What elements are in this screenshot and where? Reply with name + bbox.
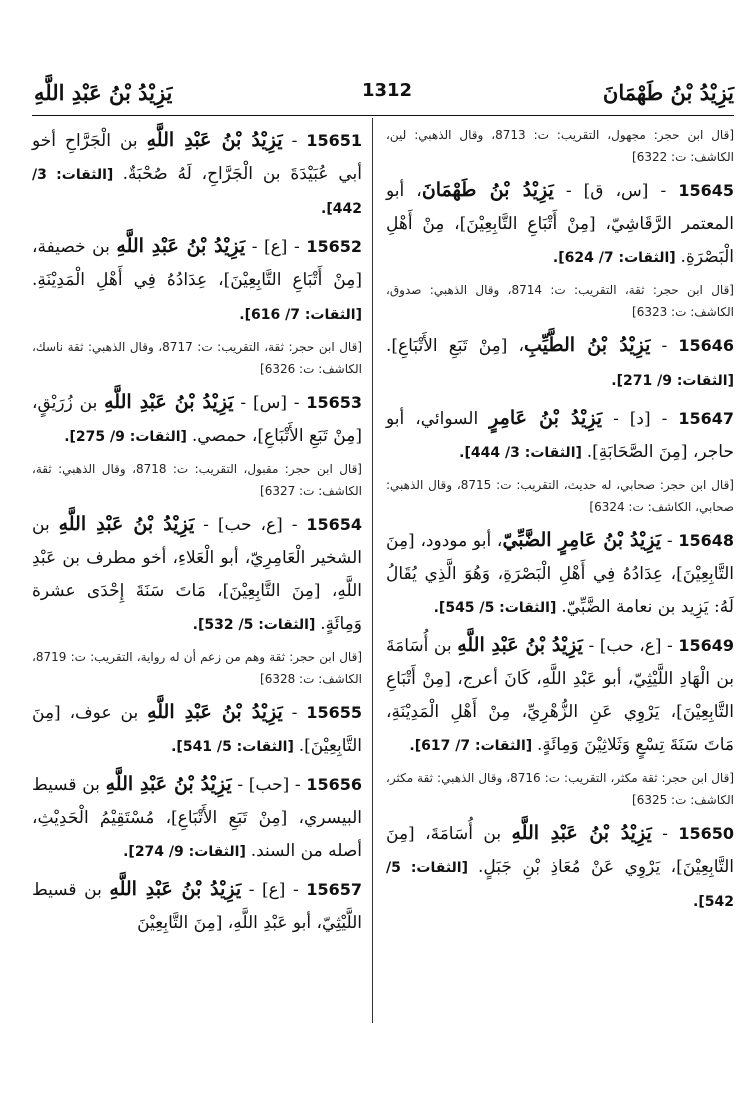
entry-body: ، [مِنْ تَبَعِ الأَتْبَاعِ]. <box>386 336 524 356</box>
reference-note: [قال ابن حجر: مقبول، التقريب: ت: 8718، وقال الذهبي: ثقة، الكاشف: ت: 6327] <box>32 462 362 498</box>
entry-number: 15650 <box>678 824 734 843</box>
thiqat-reference: [الثقات: 5/ 542]. <box>386 860 734 910</box>
entry-body: بن قسيط البيسري، [مِنْ تَبَعِ الأَتْبَاعِ]، مُسْتَقِيْمُ الْحَدِيْثِ، أصله من السند. <box>32 775 362 861</box>
narrator-name: يَزِيْدُ بْنُ عَبْدِ اللَّهِ <box>147 701 283 723</box>
entry-tag: - [س، ق] - <box>553 181 679 201</box>
entry-body: بن خصيفة، [مِنْ أَتْبَاعِ التَّابِعِيْنَ]، عِدَادُهُ فِي أَهْلِ الْمَدِيْنَةِ. <box>32 237 362 290</box>
biography-entry <box>386 174 734 275</box>
thiqat-reference: [الثقات: 3/ 444]. <box>459 445 587 461</box>
biography-entry <box>32 124 362 226</box>
narrator-name: يَزِيْدُ بْنُ عَامِرٍ <box>489 407 603 429</box>
entry-number: 15645 <box>678 181 735 200</box>
running-header <box>34 80 734 112</box>
entry-number: 15657 <box>306 880 362 899</box>
right-column <box>386 124 734 923</box>
narrator-name: يَزِيْدُ بْنُ عَبْدِ اللَّهِ <box>109 878 242 900</box>
entry-tag: - <box>650 336 679 356</box>
reference-note: [قال ابن حجر: صحابي، له حديث، التقريب: ت: 8715، وقال الذهبي: صحابي، الكاشف: ت: 6324] <box>386 478 734 514</box>
entry-body: بن أُسَامَةَ، [مِنَ التَّابِعِيْنَ]، يَرْوِي عَنْ مُعَاذِ بْنِ جَبَلٍ. <box>386 824 734 877</box>
thiqat-reference: [الثقات: 7/ 617]. <box>409 738 538 754</box>
thiqat-reference: [الثقات: 5/ 541]. <box>171 739 299 755</box>
entry-body: بن الشخير الْعَامِرِيّ، أبو الْعَلاءِ، أخو مطرف بن عَبْدِ اللَّهِ، [مِنَ التَّابِعِيْنَ]، مَاتَ سَنَةَ إِحْدَى عشرة وَمِائَةٍ. <box>32 515 362 634</box>
biography-entry <box>32 508 362 642</box>
entry-number: 15653 <box>306 393 363 412</box>
entry-number: 15655 <box>306 703 362 722</box>
entry-tag: - [ع، حب] - <box>582 636 679 656</box>
header-rule <box>32 115 734 116</box>
entry-body: بن الْجَرَّاحِ أخو أبي عُبَيْدَةَ بن الْجَرَّاحِ، لَهُ صُحْبَةٌ. <box>32 131 362 184</box>
entry-number: 15649 <box>678 636 735 655</box>
header-left-title: يَزِيْدُ بْنُ عَبْدِ اللَّهِ <box>34 80 173 105</box>
left-column <box>32 124 362 945</box>
narrator-name: يَزِيْدُ بْنُ عَبْدِ اللَّهِ <box>58 513 195 535</box>
reference-note: [قال ابن حجر: ثقة مكثر، التقريب: ت: 8716، وقال الذهبي: ثقة مكثر، الكاشف: ت: 6325] <box>386 771 734 807</box>
biography-entry <box>32 768 362 869</box>
entry-body: بن عوف، [مِنَ التَّابِعِيْنَ]. <box>32 703 362 756</box>
entry-number: 15648 <box>678 531 735 550</box>
biography-entry <box>32 696 362 764</box>
entry-number: 15647 <box>678 409 734 428</box>
biography-entry <box>32 230 362 332</box>
biography-entry <box>32 873 362 941</box>
entry-body: ، أبو المعتمر الرَّقَاشِيّ، [مِنْ أَتْبَاعِ التَّابِعِيْنَ]، مِنْ أَهْلِ الْبَصْرَةِ. <box>386 181 734 267</box>
column-separator <box>372 118 373 1023</box>
entry-tag: - <box>661 531 679 551</box>
entry-number: 15646 <box>678 336 734 355</box>
entry-tag: - [ع، حب] - <box>194 515 307 535</box>
entry-body: السوائي، أبو حاجر، [مِنَ الصَّحَابَةِ]. <box>386 409 734 462</box>
narrator-name: يَزِيْدُ بْنُ عَبْدِ اللَّهِ <box>146 129 283 151</box>
biography-entry <box>386 524 734 625</box>
narrator-name: يَزِيْدُ بْنُ عَبْدِ اللَّهِ <box>105 773 232 795</box>
reference-note: [قال ابن حجر: ثقة، التقريب: ت: 8717، وقال الذهبي: ثقة ناسك، الكاشف: ت: 6326] <box>32 340 363 376</box>
biography-entry <box>386 817 734 919</box>
biography-entry <box>32 386 362 454</box>
entry-body: بن زُرَيْقٍ، [مِنْ تَبَعِ الأَتْبَاعِ]، حمصي. <box>32 393 362 446</box>
entry-tag: - [حب] - <box>231 775 307 795</box>
entry-body: بن قسيط اللَّيْثِيّ، أبو عَبْدِ اللَّهِ، [مِنَ التَّابِعِيْنَ <box>32 880 362 933</box>
entry-tag: - <box>651 824 679 844</box>
entry-body: ، أبو مودود، [مِنَ التَّابِعِيْنَ]، عِدَادُهُ فِي أَهْلِ الْبَصْرَةِ، وَهُوَ الَّذِي يُقَالُ لَهُ: يَزِيد بن نعامة الضَّبِّيّ. <box>386 531 734 617</box>
thiqat-reference: [الثقات: 9/ 274]. <box>123 844 251 860</box>
page-number: 1312 <box>361 80 413 101</box>
entry-tag: - [د] - <box>602 409 679 429</box>
entry-tag: - [ع] - <box>245 237 307 257</box>
thiqat-reference: [الثقات: 5/ 545]. <box>433 600 562 616</box>
reference-note: [قال ابن حجر: مجهول، التقريب: ت: 8713، وقال الذهبي: لين، الكاشف: ت: 6322] <box>386 128 734 164</box>
biography-entry <box>386 629 734 763</box>
thiqat-reference: [الثقات: 3/ 442]. <box>32 167 362 217</box>
narrator-name: يَزِيْدُ بْنُ عَبْدِ اللَّهِ <box>104 391 234 413</box>
narrator-name: يَزِيْدُ بْنُ عَبْدِ اللَّهِ <box>511 822 652 844</box>
entry-number: 15656 <box>306 775 362 794</box>
narrator-name: يَزِيْدُ بْنُ الطَّيِّبِ <box>523 334 651 356</box>
narrator-name: يَزِيْدُ بْنُ عَبْدِ اللَّهِ <box>116 235 246 257</box>
entry-number: 15651 <box>306 131 362 150</box>
biography-entry <box>386 329 734 398</box>
biography-entry <box>386 402 734 470</box>
reference-note: [قال ابن حجر: ثقة وهم من زعم أن له رواية، التقريب: ت: 8719، الكاشف: ت: 6328] <box>32 650 362 686</box>
thiqat-reference: [الثقات: 9/ 275]. <box>64 429 192 445</box>
entry-tag: - <box>282 131 307 151</box>
entry-tag: - [ع] - <box>241 880 307 900</box>
entry-tag: - [س] - <box>233 393 307 413</box>
reference-note: [قال ابن حجر: ثقة، التقريب: ت: 8714، وقال الذهبي: صدوق، الكاشف: ت: 6323] <box>386 283 734 319</box>
thiqat-reference: [الثقات: 7/ 616]. <box>239 307 362 323</box>
entry-tag: - <box>282 703 307 723</box>
header-right-title: يَزِيْدُ بْنُ طَهْمَانَ <box>602 80 734 105</box>
entry-body: بن أُسَامَةَ بن الْهَادِ اللَّيْثِيّ، أبو عَبْدِ اللَّهِ، كَانَ أعرج، [مِنْ أَتْبَاعِ التَّابِعِيْنَ]، يَرْوِي عَنِ الزُّهْرِيِّ، مِنْ أَهْلِ الْمَدِيْنَةِ، مَاتَ سَنَةَ تِسْعٍ وَثَلاثِيْنَ وَمِائَةٍ. <box>386 636 734 755</box>
entry-number: 15652 <box>306 237 363 256</box>
entry-number: 15654 <box>306 515 363 534</box>
thiqat-reference: [الثقات: 5/ 532]. <box>192 617 321 633</box>
thiqat-reference: [الثقات: 7/ 624]. <box>552 250 681 266</box>
thiqat-reference: [الثقات: 9/ 271]. <box>611 373 734 389</box>
narrator-name: يَزِيْدُ بْنُ عَبْدِ اللَّهِ <box>457 634 583 656</box>
narrator-name: يَزِيْدُ بْنُ طَهْمَانَ <box>421 179 554 201</box>
narrator-name: يَزِيْدُ بْنُ عَامِرٍ الضَّبِّيّ <box>502 529 662 551</box>
